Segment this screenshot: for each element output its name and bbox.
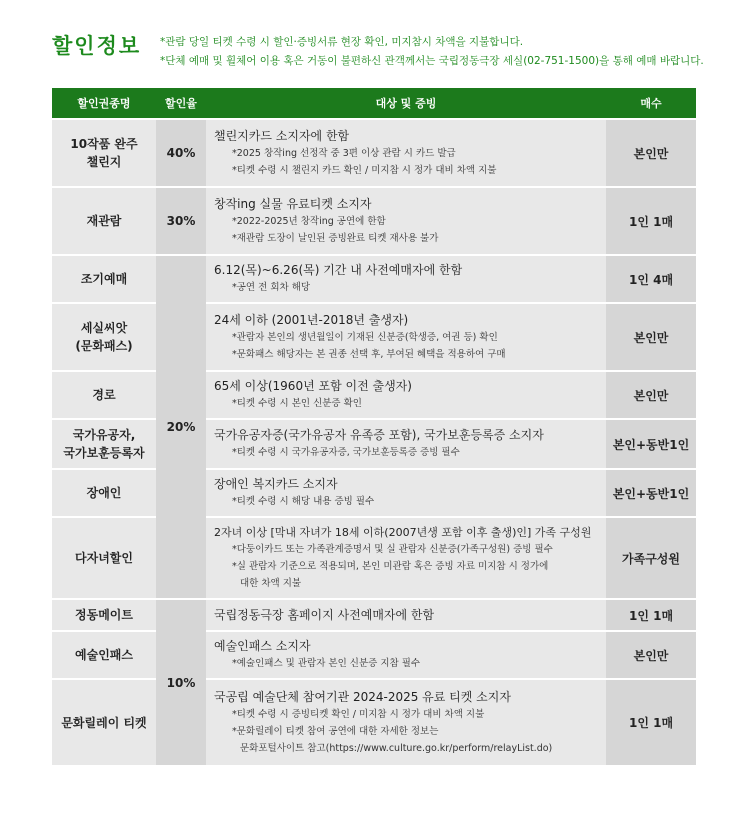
rate: 20% (156, 255, 206, 599)
target-detail (206, 187, 606, 255)
target-sub: *2025 창작ing 선정작 중 3편 이상 관람 시 카드 발급 (232, 147, 456, 159)
target-sub: *2022-2025년 창작ing 공연에 한함 (232, 215, 386, 227)
table-row (52, 631, 696, 679)
rate: 10% (156, 599, 206, 765)
target-main: 예술인패스 소지자 (214, 639, 311, 653)
ticket-type: 문화릴레이 티켓 (52, 679, 156, 765)
ticket-type-label: 국가유공자, 국가보훈등록자 (63, 428, 145, 460)
target-main: 2자녀 이상 [막내 자녀가 18세 이하(2007년생 포함 이후 출생)인] 가족 구성원 (214, 526, 592, 539)
ticket-type: 정동메이트 (52, 599, 156, 631)
quantity: 1인 4매 (606, 255, 696, 303)
ticket-type (52, 119, 156, 187)
target-sub: *재관람 도장이 날인된 증빙완료 티켓 재사용 불가 (232, 232, 439, 244)
quantity: 가족구성원 (606, 517, 696, 599)
header-target: 대상 및 증빙 (206, 88, 606, 119)
page-title: 할인정보 (52, 34, 142, 58)
quantity: 본인+동반1인 (606, 469, 696, 517)
target-sub: *관람자 본인의 생년월일이 기재된 신분증(학생증, 여권 등) 확인 (232, 331, 498, 343)
target-main: 국립정동극장 홈페이지 사전예매자에 한함 (214, 607, 435, 622)
table-row (52, 371, 696, 419)
target-main: 챌린지카드 소지자에 한함 (214, 128, 350, 143)
rate: 40% (156, 119, 206, 187)
quantity: 본인만 (606, 119, 696, 187)
table-row (52, 469, 696, 517)
target-detail (206, 599, 606, 631)
target-detail (206, 119, 606, 187)
table-row (52, 255, 696, 303)
notice-line-2: *단체 예매 및 휠체어 이용 혹은 거동이 불편하신 관객께서는 국립정동극장 세실(02-751-1500)을 통해 예매 바랍니다. (160, 55, 704, 67)
ticket-type-label: 세실씨앗 (문화패스) (75, 321, 133, 353)
quantity: 본인만 (606, 631, 696, 679)
ticket-type: 조기예매 (52, 255, 156, 303)
quantity: 본인만 (606, 303, 696, 371)
target-sub: *티켓 수령 시 국가유공자증, 국가보훈등록증 증빙 필수 (232, 447, 460, 458)
quantity: 1인 1매 (606, 187, 696, 255)
table-row (52, 187, 696, 255)
target-detail (206, 371, 606, 419)
table-row (52, 679, 696, 765)
target-detail (206, 303, 606, 371)
ticket-type: 다자녀할인 (52, 517, 156, 599)
quantity: 본인+동반1인 (606, 419, 696, 469)
target-sub: *실 관람자 기준으로 적용되며, 본인 미관람 혹은 증빙 자료 미지참 시 정가에 (232, 561, 549, 572)
table-row (52, 517, 696, 599)
header-rate: 할인율 (156, 88, 206, 119)
target-detail (206, 517, 606, 599)
target-sub: *문화패스 해당자는 본 권종 선택 후, 부여된 혜택을 적용하여 구매 (232, 348, 506, 360)
ticket-type: 예술인패스 (52, 631, 156, 679)
target-main: 국가유공자증(국가유공자 유족증 포함), 국가보훈등록증 소지자 (214, 428, 544, 442)
ticket-type: 경로 (52, 371, 156, 419)
target-main: 창작ing 실물 유료티켓 소지자 (214, 196, 372, 211)
target-sub: *다둥이카드 또는 가족관계증명서 및 실 관람자 신분증(가족구성원) 증빙 필수 (232, 544, 553, 555)
target-sub: *공연 전 회차 해당 (232, 282, 311, 293)
page-header (0, 0, 750, 88)
target-main: 65세 이상(1960년 포함 이전 출생자) (214, 379, 412, 393)
target-detail (206, 469, 606, 517)
header-ticket-type: 할인권종명 (52, 88, 156, 119)
target-main: 장애인 복지카드 소지자 (214, 477, 338, 491)
table-row (52, 599, 696, 631)
header-quantity: 매수 (606, 88, 696, 119)
rate: 30% (156, 187, 206, 255)
ticket-type: 장애인 (52, 469, 156, 517)
target-detail (206, 255, 606, 303)
target-sub: 대한 차액 지불 (240, 578, 302, 589)
table-row (52, 419, 696, 469)
target-main: 6.12(목)~6.26(목) 기간 내 사전예매자에 한함 (214, 263, 463, 277)
ticket-type-label: 10작품 완주 챌린지 (70, 137, 138, 169)
notice-line-1: *관람 당일 티켓 수령 시 할인·증빙서류 현장 확인, 미지참시 차액을 지불합니다. (160, 36, 524, 48)
target-main: 국공립 예술단체 참여기관 2024-2025 유료 티켓 소지자 (214, 689, 511, 704)
quantity: 1인 1매 (606, 679, 696, 765)
target-sub: 문화포털사이트 참고(https://www.culture.go.kr/perform/relayList.do) (240, 742, 553, 754)
target-sub: *문화릴레이 티켓 참여 공연에 대한 자세한 정보는 (232, 725, 439, 737)
target-detail (206, 679, 606, 765)
quantity: 1인 1매 (606, 599, 696, 631)
target-sub: *티켓 수령 시 해당 내용 증빙 필수 (232, 496, 375, 507)
target-main: 24세 이하 (2001년-2018년 출생자) (214, 312, 409, 327)
target-sub: *예술인패스 및 관람자 본인 신분증 지참 필수 (232, 658, 421, 669)
ticket-type: 재관람 (52, 187, 156, 255)
table-header-row (52, 88, 696, 119)
discount-table (52, 88, 696, 765)
target-sub: *티켓 수령 시 증빙티켓 확인 / 미지참 시 정가 대비 차액 지불 (232, 708, 485, 720)
ticket-type (52, 303, 156, 371)
table-row (52, 119, 696, 187)
target-detail (206, 419, 606, 469)
ticket-type (52, 419, 156, 469)
target-detail (206, 631, 606, 679)
target-sub: *티켓 수령 시 본인 신분증 확인 (232, 398, 362, 409)
table-row (52, 303, 696, 371)
target-sub: *티켓 수령 시 챌린지 카드 확인 / 미지참 시 정가 대비 차액 지불 (232, 164, 497, 176)
quantity: 본인만 (606, 371, 696, 419)
